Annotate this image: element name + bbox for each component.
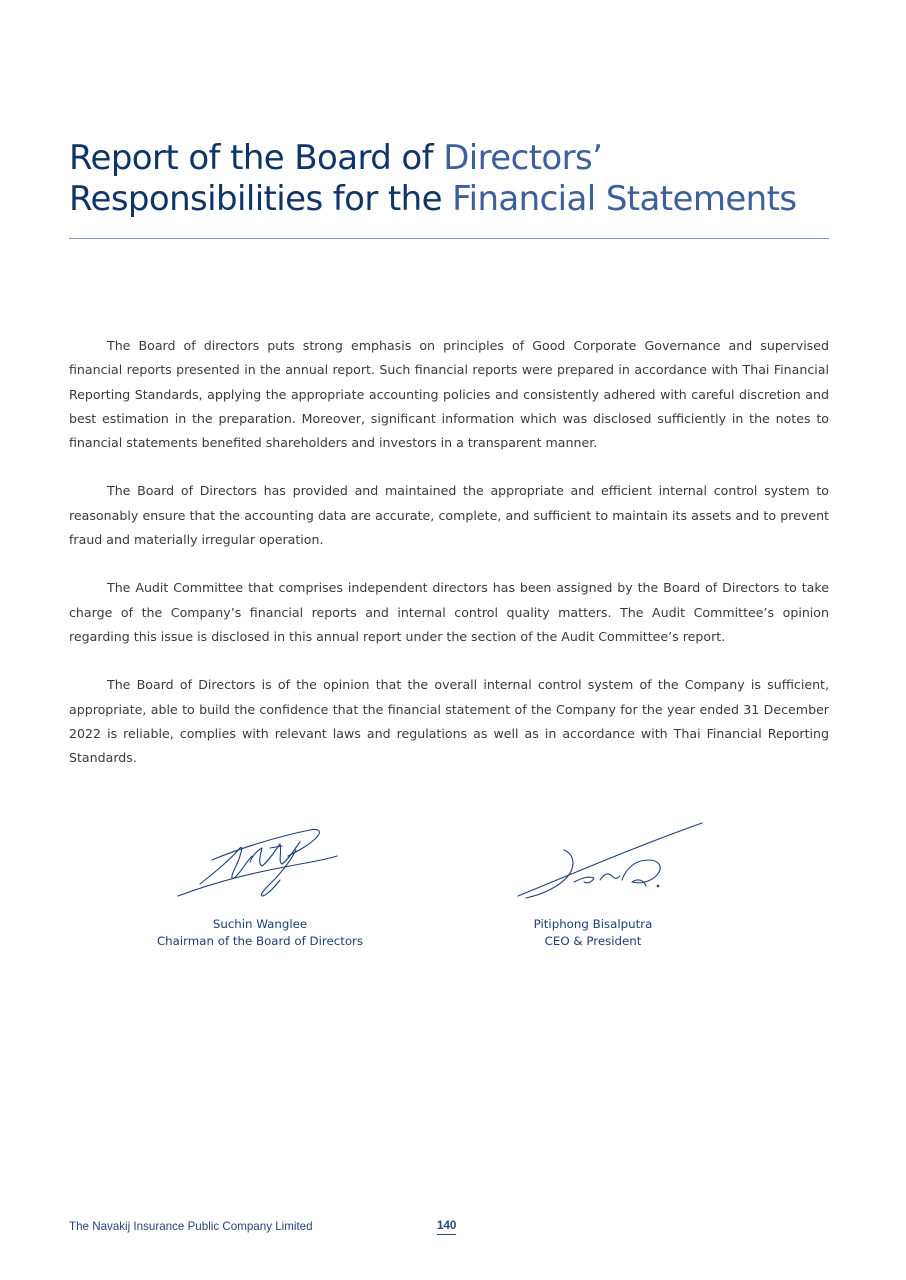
footer-company-name: The Navakij Insurance Public Company Limited: [69, 1220, 313, 1233]
paragraph-4: The Board of Directors is of the opinion that the overall internal control system of the Company is sufficient, appropriate, able to build the confidence that the financial statement of the Company for the year ended 31 December 2022 is reliable, complies with relevant laws and regulations as well as in accordance with Thai Financial Reporting Standards.: [69, 677, 829, 766]
page-title-line-2-dark: Responsibilities for the: [69, 179, 442, 219]
paragraph-3: The Audit Committee that comprises independent directors has been assigned by the Board of Directors to take charge of the Company’s financial reports and internal control quality matters. The Audit Committee’s opinion regarding this issue is disclosed in this annual report under the section of the Audit Committee’s report.: [69, 580, 829, 644]
chairman-name: Suchin Wanglee: [212, 917, 308, 931]
chairman-signatory: [130, 916, 390, 950]
paragraph-2: The Board of Directors has provided and maintained the appropriate and efficient internal control system to reasonably ensure that the accounting data are accurate, complete, and sufficient to maintain its assets and to prevent fraud and materially irregular operation.: [69, 483, 829, 548]
page-title-line-2-light: Financial Statements: [441, 179, 797, 219]
title-divider: [69, 238, 829, 239]
report-body: [69, 334, 829, 794]
ceo-title: CEO & President: [544, 934, 642, 948]
chairman-title: Chairman of the Board of Directors: [156, 934, 364, 948]
ceo-name: Pitiphong Bisalputra: [533, 917, 653, 931]
page-title-line-2: [69, 179, 849, 220]
page-title: [69, 138, 849, 220]
page-number: 140: [437, 1219, 456, 1235]
ceo-signature: [512, 820, 707, 900]
page-title-line-1-dark: Report of the Board of: [69, 138, 434, 178]
page-title-line-1: [69, 138, 849, 179]
page-title-line-1-light: Directors’: [433, 138, 603, 178]
paragraph-1: The Board of directors puts strong emphasis on principles of Good Corporate Governance and supervised financial reports presented in the annual report. Such financial reports were prepared in accordance with Thai Financial Reporting Standards, applying the appropriate accounting policies and consistently adhered with careful discretion and best estimation in the preparation. Moreover, significant information which was disclosed sufficiently in the notes to financial statements benefited shareholders and investors in a transparent manner.: [69, 338, 829, 451]
chairman-signature: [170, 822, 345, 902]
ceo-signatory: [468, 916, 718, 950]
